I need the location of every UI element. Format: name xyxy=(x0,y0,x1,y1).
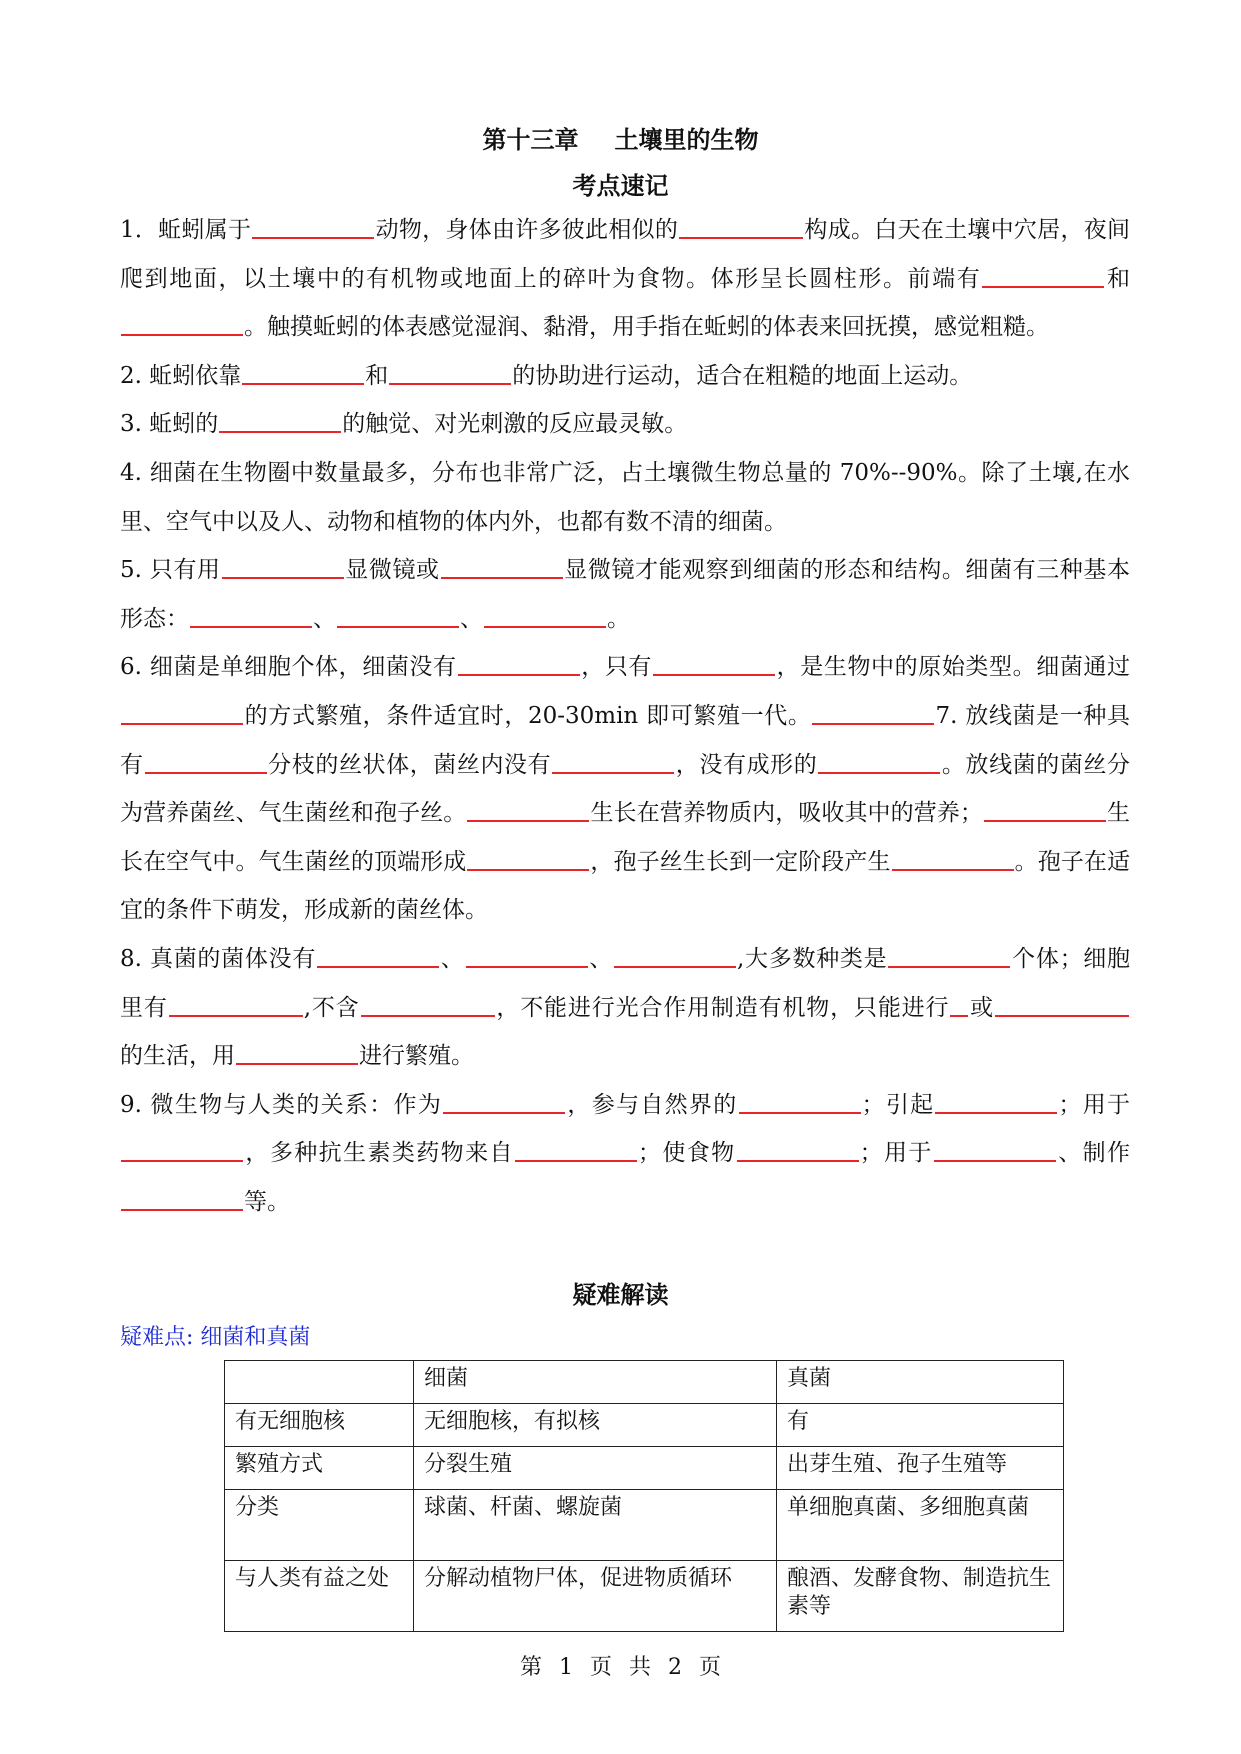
blank-field[interactable] xyxy=(169,985,303,1017)
table-header-row xyxy=(225,1361,1064,1404)
section-heading-yinan: 疑难解读 xyxy=(572,1281,669,1309)
blank-field[interactable] xyxy=(818,742,940,774)
item-2: 2. 蚯蚓依靠 和 的协助进行运动，适合在粗糙的地面上运动。 xyxy=(120,352,1130,401)
table-cell: 酿酒、发酵食物、制造抗生素等 xyxy=(777,1561,1064,1632)
blank-field[interactable] xyxy=(443,1082,565,1114)
blank-field[interactable] xyxy=(236,1033,358,1065)
chapter-number: 第十三章 xyxy=(482,126,579,154)
table-row xyxy=(225,1447,1064,1490)
item-8: 8. 真菌的菌体没有 、 、 ,大多数种类是 个体；细胞里有 ,不含 ，不能进行光合作用制造有机物，只能进行 或的生活，用 进行繁殖。 xyxy=(120,935,1130,1081)
blank-field[interactable] xyxy=(145,742,267,774)
table-cell: 有无细胞核 xyxy=(225,1404,414,1447)
chapter-name: 土壤里的生物 xyxy=(614,126,759,154)
table-row xyxy=(225,1404,1064,1447)
table-cell: 球菌、杆菌、螺旋菌 xyxy=(414,1490,777,1561)
table-cell: 分类 xyxy=(225,1490,414,1561)
blank-field[interactable] xyxy=(466,936,588,968)
section-heading-kaodian: 考点速记 xyxy=(572,172,669,200)
blank-field[interactable] xyxy=(653,644,775,676)
blank-field[interactable] xyxy=(389,353,511,385)
blank-field[interactable] xyxy=(739,1082,861,1114)
blank-field[interactable] xyxy=(982,256,1104,288)
blank-field[interactable] xyxy=(467,839,589,871)
table-cell xyxy=(225,1361,414,1404)
blank-field[interactable] xyxy=(219,401,341,433)
table-cell: 分解动植物尸体，促进物质循环 xyxy=(414,1561,777,1632)
blank-field[interactable] xyxy=(484,596,606,628)
table-cell: 出芽生殖、孢子生殖等 xyxy=(777,1447,1064,1490)
blank-field[interactable] xyxy=(121,1130,243,1162)
table-row xyxy=(225,1490,1064,1561)
blank-field[interactable] xyxy=(361,985,495,1017)
blank-field[interactable] xyxy=(892,839,1014,871)
table-cell: 与人类有益之处 xyxy=(225,1561,414,1632)
table-cell: 繁殖方式 xyxy=(225,1447,414,1490)
table-cell: 细菌 xyxy=(414,1361,777,1404)
difficulty-subtitle: 疑难点: 细菌和真菌 xyxy=(120,1325,311,1350)
blank-field[interactable] xyxy=(190,596,312,628)
blank-field[interactable] xyxy=(934,1130,1056,1162)
blank-field[interactable] xyxy=(552,742,674,774)
blank-field[interactable] xyxy=(242,353,364,385)
blank-field[interactable] xyxy=(614,936,736,968)
blank-field[interactable] xyxy=(467,790,589,822)
item-4: 4. 细菌在生物圈中数量最多，分布也非常广泛，占土壤微生物总量的 70%--90%。除了土壤,在水里、空气中以及人、动物和植物的体内外，也都有数不清的细菌。 xyxy=(120,459,1130,535)
item-1: 1．蚯蚓属于 动物，身体由许多彼此相似的 构成。白天在土壤中穴居，夜间爬到地面，以土壤中的有机物或地面上的碎叶为食物。体形呈长圆柱形。前端有 和。触摸蚯蚓的体表感觉湿润、黏滑，用手指在蚯蚓的体表来回抚摸，感觉粗糙。 xyxy=(120,206,1130,352)
table-cell: 真菌 xyxy=(777,1361,1064,1404)
table-cell: 无细胞核，有拟核 xyxy=(414,1404,777,1447)
blank-field[interactable] xyxy=(222,547,344,579)
item-9: 9. 微生物与人类的关系：作为 ，参与自然界的 ；引起 ；用于，多种抗生素类药物来自 ；使食物 ；用于 、制作等。 xyxy=(120,1081,1130,1227)
table-cell: 单细胞真菌、多细胞真菌 xyxy=(777,1490,1064,1561)
blank-field[interactable] xyxy=(458,644,580,676)
exercise-content xyxy=(120,206,1130,1226)
item-5: 5. 只有用 显微镜或 显微镜才能观察到细菌的形态和结构。细菌有三种基本形态： 、 、 。 xyxy=(120,546,1130,643)
blank-field[interactable] xyxy=(679,207,803,239)
blank-field[interactable] xyxy=(950,985,968,1017)
blank-field[interactable] xyxy=(984,790,1106,822)
page-footer: 第 1 页 共 2 页 xyxy=(520,1655,721,1680)
blank-field[interactable] xyxy=(515,1130,637,1162)
blank-field[interactable] xyxy=(121,1179,243,1211)
table-cell: 分裂生殖 xyxy=(414,1447,777,1490)
table-row xyxy=(225,1561,1064,1632)
item-6-7: 6. 细菌是单细胞个体，细菌没有 ，只有 ，是生物中的原始类型。细菌通过的方式繁殖，条件适宜时，20-30min 即可繁殖一代。 7. 放线菌是一种具有 分枝的丝状体，菌丝内没有 ，没有成形的 。放线菌的菌丝分为营养菌丝、气生菌丝和孢子丝。 生长在营养物质内，吸收其中的营养； 生长在空气中。气生菌丝的顶端形成 ，孢子丝生长到一定阶段产生 。孢子在适宜的条件下萌发，形成新的菌丝体。 xyxy=(120,643,1130,935)
blank-field[interactable] xyxy=(121,304,243,336)
blank-field[interactable] xyxy=(888,936,1010,968)
blank-field[interactable] xyxy=(812,693,934,725)
blank-field[interactable] xyxy=(317,936,439,968)
blank-field[interactable] xyxy=(252,207,374,239)
blank-field[interactable] xyxy=(737,1130,859,1162)
blank-field[interactable] xyxy=(121,693,243,725)
blank-field[interactable] xyxy=(995,985,1129,1017)
table-cell: 有 xyxy=(777,1404,1064,1447)
blank-field[interactable] xyxy=(935,1082,1057,1114)
chapter-title xyxy=(0,120,1241,155)
blank-field[interactable] xyxy=(441,547,563,579)
comparison-table xyxy=(224,1360,1064,1632)
blank-field[interactable] xyxy=(337,596,459,628)
item-3: 3. 蚯蚓的 的触觉、对光刺激的反应最灵敏。 xyxy=(120,400,1130,449)
